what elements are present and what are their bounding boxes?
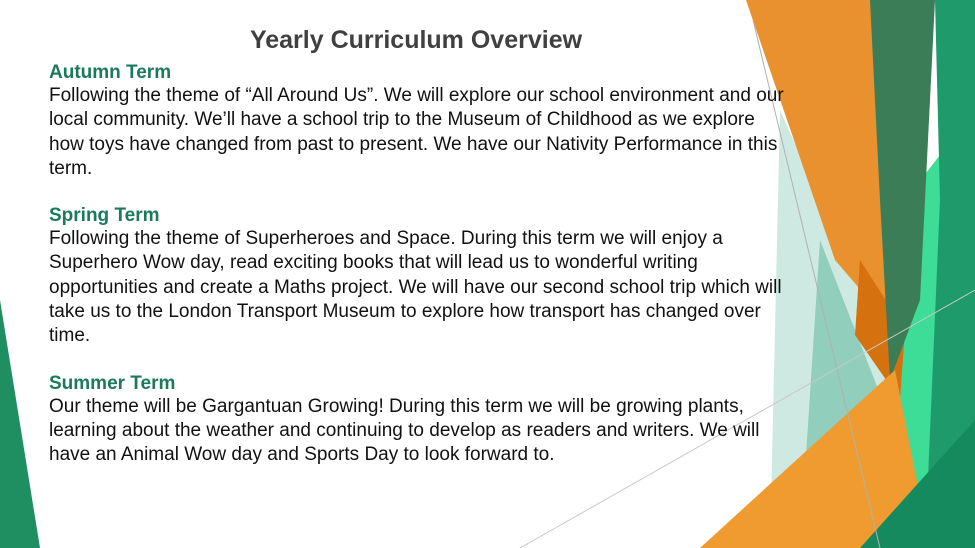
term-section-autumn bbox=[49, 62, 789, 181]
curriculum-content bbox=[49, 62, 789, 468]
term-heading-autumn: Autumn Term bbox=[49, 62, 172, 83]
term-body-summer: Our theme will be Gargantuan Growing! During this term we will be growing plants, learning about the weather and continuing to develop as readers and writers. We will have an Animal Wow day and Sports Day to look forward to. bbox=[49, 395, 760, 466]
term-body-autumn: Following the theme of “All Around Us”. We will explore our school environment and our local community. We’ll have a school trip to the Museum of Childhood as we explore how toys have changed from past to present. We have our Nativity Performance in this term. bbox=[49, 85, 784, 179]
term-body-spring: Following the theme of Superheroes and Space. During this term we will enjoy a Superhero Wow day, read exciting books that will lead us to wonderful writing opportunities and create a Maths project. We will have our second school trip which will take us to the London Transport Museum to explore how transport has changed over time. bbox=[49, 228, 782, 347]
term-heading-spring: Spring Term bbox=[49, 205, 160, 227]
slide-title: Yearly Curriculum Overview bbox=[249, 26, 583, 54]
term-heading-summer: Summer Term bbox=[49, 372, 176, 394]
left-green-shape bbox=[0, 300, 40, 548]
term-section-spring bbox=[49, 205, 789, 348]
term-section-summer bbox=[49, 373, 789, 468]
